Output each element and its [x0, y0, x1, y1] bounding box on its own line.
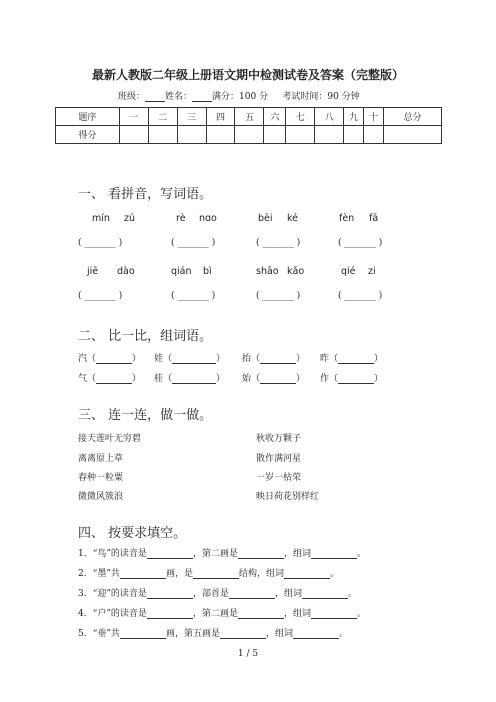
answer-blank[interactable]: ( _______ ) [78, 238, 123, 248]
char-label: 娃（ [154, 354, 173, 364]
answer-blank[interactable] [338, 354, 374, 364]
answer-blank[interactable] [238, 549, 284, 559]
pinyin: ké [287, 213, 299, 224]
fill-text: 1．“鸟”的读音是 [78, 549, 147, 559]
answer-blank[interactable]: ( _______ ) [171, 238, 216, 248]
answer-blank[interactable] [220, 629, 266, 639]
answer-blank[interactable] [172, 354, 216, 364]
fill-text: 。 [356, 609, 366, 619]
header-cell: 七 [286, 108, 315, 126]
fill-text: 。 [329, 569, 339, 579]
score-cell[interactable] [264, 126, 286, 144]
poem-line-left[interactable]: 微微风簇浪 [78, 492, 124, 502]
answer-blank[interactable] [293, 629, 339, 639]
answer-blank[interactable] [229, 589, 275, 599]
compare-item [154, 351, 225, 364]
score-cell[interactable] [206, 126, 235, 144]
pinyin: qié [341, 266, 356, 277]
fill-text: 结构，组词 [238, 569, 284, 579]
poem-line-left[interactable]: 春种一粒粟 [78, 473, 124, 483]
pinyin: fèn [339, 213, 355, 224]
score-header-row [56, 108, 442, 126]
score-cell[interactable] [344, 126, 364, 144]
answer-blank[interactable] [311, 549, 357, 559]
header-cell: 一 [119, 108, 148, 126]
fill-text: ，组词 [265, 629, 293, 639]
char-label: 桂（ [154, 374, 173, 384]
fill-item [78, 626, 348, 639]
poem-line-right[interactable]: 散作满河星 [256, 454, 302, 464]
char-label: 昨（ [320, 354, 339, 364]
score-label-cell: 得分 [56, 126, 120, 144]
fill-text: 。 [356, 549, 366, 559]
poem-line-left[interactable]: 接天莲叶无穷碧 [78, 434, 142, 444]
char-label: 气（ [78, 374, 97, 384]
answer-blank[interactable] [172, 374, 216, 384]
section4-heading: 四、 按要求填空。 [78, 526, 187, 541]
fill-text: 4．“户”的读音是 [78, 609, 147, 619]
score-cell[interactable] [286, 126, 315, 144]
score-cell[interactable] [148, 126, 177, 144]
answer-blank[interactable]: ( _______ ) [256, 291, 301, 301]
paren-close: ） [132, 354, 142, 364]
poem-line-right[interactable]: 秋收万颗子 [256, 434, 302, 444]
answer-blank[interactable] [147, 549, 193, 559]
answer-blank[interactable]: ( _______ ) [256, 238, 301, 248]
answer-blank[interactable] [193, 569, 239, 579]
poem-line-right[interactable]: 一岁一枯荣 [256, 473, 302, 483]
compare-item [78, 371, 141, 384]
pinyin: mín [92, 213, 110, 224]
fill-text: ，第二画是 [192, 549, 238, 559]
compare-item [320, 351, 383, 364]
pinyin: nɑo [199, 213, 217, 224]
fill-item [78, 566, 339, 579]
pinyin: bèi [258, 213, 273, 224]
full-score: 满分：100 分 [212, 92, 269, 102]
score-value-row [56, 126, 442, 144]
pinyin: kǎo [287, 266, 305, 277]
score-cell[interactable] [119, 126, 148, 144]
answer-blank[interactable] [120, 629, 166, 639]
pinyin: dào [117, 266, 135, 277]
fill-text: ，组词 [283, 609, 311, 619]
fill-text: 画，第五画是 [165, 629, 220, 639]
char-label: 汽（ [78, 354, 97, 364]
class-blank [145, 92, 165, 102]
compare-item [242, 371, 305, 384]
score-cell[interactable] [235, 126, 264, 144]
header-cell: 十 [364, 108, 384, 126]
header-cell: 题序 [56, 108, 120, 126]
answer-blank[interactable] [147, 609, 193, 619]
section2-heading: 二、 比一比，组词语。 [78, 329, 213, 344]
paren-close: ） [296, 374, 306, 384]
poem-line-right[interactable]: 映日荷花别样红 [256, 492, 320, 502]
answer-blank[interactable] [120, 569, 166, 579]
answer-blank[interactable] [338, 374, 374, 384]
answer-blank[interactable] [147, 589, 193, 599]
name-label: 姓名： [165, 92, 193, 102]
header-cell: 三 [177, 108, 206, 126]
exam-info [118, 89, 360, 102]
paren-close: ） [374, 354, 384, 364]
compare-item [320, 371, 383, 384]
section1-heading: 一、 看拼音，写词语。 [78, 187, 213, 202]
pinyin: zú [124, 213, 136, 224]
fill-text: 2．“墨”共 [78, 569, 120, 579]
fill-text: 画，是 [165, 569, 193, 579]
paren-close: ） [374, 374, 384, 384]
fill-text: 。 [338, 629, 348, 639]
pinyin: zi [368, 266, 376, 277]
pinyin: fā [369, 213, 379, 224]
header-cell: 九 [344, 108, 364, 126]
char-label: 抬（ [242, 354, 261, 364]
header-cell: 四 [206, 108, 235, 126]
fill-text: 。 [347, 589, 357, 599]
fill-text: 3．“迎”的读音是 [78, 589, 147, 599]
fill-text: ，组词 [283, 549, 311, 559]
header-cell: 二 [148, 108, 177, 126]
answer-blank[interactable] [96, 354, 132, 364]
score-cell[interactable] [384, 126, 442, 144]
pinyin: bì [203, 266, 212, 277]
answer-blank[interactable]: ( _______ ) [338, 291, 383, 301]
answer-blank[interactable] [284, 569, 330, 579]
answer-blank[interactable]: ( _______ ) [338, 238, 383, 248]
fill-item [78, 546, 366, 559]
char-label: 作（ [320, 374, 339, 384]
pinyin: rè [176, 213, 186, 224]
poem-line-left[interactable]: 离离原上草 [78, 454, 124, 464]
answer-blank[interactable] [311, 609, 357, 619]
paren-close: ） [216, 354, 226, 364]
section3-heading: 三、 连一连，做一做。 [78, 408, 213, 423]
answer-blank[interactable] [96, 374, 132, 384]
header-cell: 六 [264, 108, 286, 126]
answer-blank[interactable]: ( _______ ) [78, 291, 123, 301]
exam-time: 考试时间：90 分钟 [282, 92, 360, 102]
fill-item [78, 586, 357, 599]
answer-blank[interactable] [238, 609, 284, 619]
header-cell: 八 [315, 108, 344, 126]
score-cell[interactable] [315, 126, 344, 144]
fill-item [78, 606, 366, 619]
paren-close: ） [216, 374, 226, 384]
page-number: 1 / 5 [237, 649, 259, 659]
pinyin: qián [171, 266, 192, 277]
compare-item [78, 351, 141, 364]
score-cell[interactable] [177, 126, 206, 144]
answer-blank[interactable]: ( _______ ) [171, 291, 216, 301]
header-cell: 五 [235, 108, 264, 126]
paren-close: ） [132, 374, 142, 384]
header-cell: 总分 [384, 108, 442, 126]
fill-text: 5．“垂”共 [78, 629, 120, 639]
paren-close: ） [296, 354, 306, 364]
class-label: 班级： [118, 92, 146, 102]
page-title: 最新人教版二年级上册语文期中检测试卷及答案（完整版） [91, 68, 404, 82]
answer-blank[interactable] [260, 354, 296, 364]
score-cell[interactable] [364, 126, 384, 144]
score-table [55, 107, 442, 144]
answer-blank[interactable] [302, 589, 348, 599]
char-label: 始（ [242, 374, 261, 384]
answer-blank[interactable] [260, 374, 296, 384]
compare-item [154, 371, 225, 384]
compare-item [242, 351, 305, 364]
fill-text: ，部首是 [192, 589, 229, 599]
fill-text: ，第二画是 [192, 609, 238, 619]
pinyin: shāo [256, 266, 279, 277]
name-blank [192, 92, 212, 102]
pinyin: jiē [87, 266, 99, 277]
fill-text: ，组词 [274, 589, 302, 599]
